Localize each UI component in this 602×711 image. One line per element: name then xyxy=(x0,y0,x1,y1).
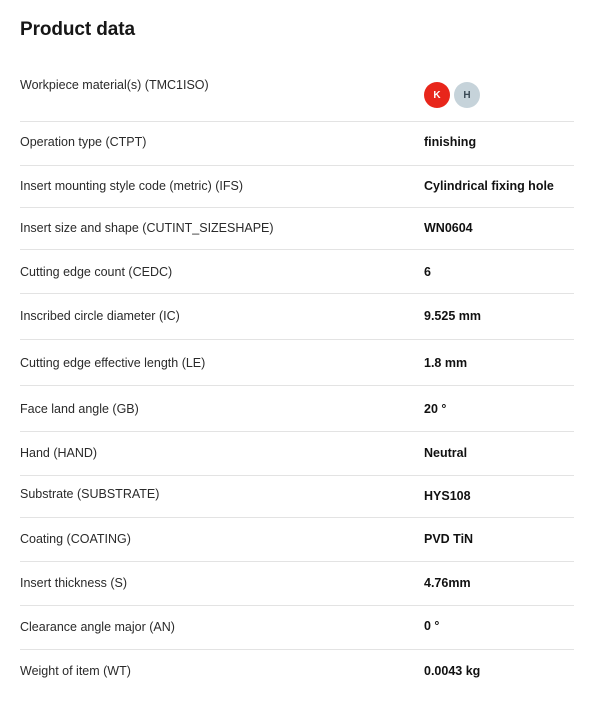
table-row xyxy=(20,340,574,386)
material-badges xyxy=(424,82,480,108)
row-label: Insert thickness (S) xyxy=(20,576,127,590)
page-title: Product data xyxy=(20,19,135,40)
row-label: Inscribed circle diameter (IC) xyxy=(20,309,180,323)
row-value: WN0604 xyxy=(424,221,473,235)
table-row xyxy=(20,208,574,250)
row-value: 0 ° xyxy=(424,619,440,633)
row-label: Substrate (SUBSTRATE) xyxy=(20,487,160,501)
table-row xyxy=(20,606,574,650)
table-row xyxy=(20,476,574,518)
row-label: Cutting edge count (CEDC) xyxy=(20,265,173,279)
row-label: Hand (HAND) xyxy=(20,446,98,460)
row-value: finishing xyxy=(424,135,477,149)
table-row xyxy=(20,386,574,432)
row-label: Weight of item (WT) xyxy=(20,664,131,678)
table-row xyxy=(20,518,574,562)
row-value: Cylindrical fixing hole xyxy=(424,179,554,193)
table-row xyxy=(20,432,574,476)
row-value: 1.8 mm xyxy=(424,356,468,370)
row-value: 20 ° xyxy=(424,402,447,416)
row-label: Coating (COATING) xyxy=(20,532,131,546)
table-row xyxy=(20,250,574,294)
row-label: Workpiece material(s) (TMC1ISO) xyxy=(20,78,209,92)
table-row-material xyxy=(20,70,574,122)
row-value: PVD TiN xyxy=(424,532,474,546)
table-row xyxy=(20,166,574,208)
table-row xyxy=(20,122,574,166)
table-row xyxy=(20,294,574,340)
row-value: HYS108 xyxy=(424,489,471,503)
material-badge-h[interactable]: H xyxy=(454,82,480,108)
row-value: 0.0043 kg xyxy=(424,664,481,678)
row-label: Insert size and shape (CUTINT_SIZESHAPE) xyxy=(20,221,274,235)
row-value: 4.76mm xyxy=(424,576,471,590)
row-value: 9.525 mm xyxy=(424,309,481,323)
row-value: Neutral xyxy=(424,446,468,460)
table-row xyxy=(20,650,574,694)
row-label: Clearance angle major (AN) xyxy=(20,620,175,634)
row-label: Face land angle (GB) xyxy=(20,402,139,416)
row-value: 6 xyxy=(424,265,431,279)
material-badge-k[interactable]: K xyxy=(424,82,450,108)
table-row xyxy=(20,562,574,606)
row-label: Operation type (CTPT) xyxy=(20,135,147,149)
row-label: Insert mounting style code (metric) (IFS) xyxy=(20,179,243,193)
row-label: Cutting edge effective length (LE) xyxy=(20,356,206,370)
